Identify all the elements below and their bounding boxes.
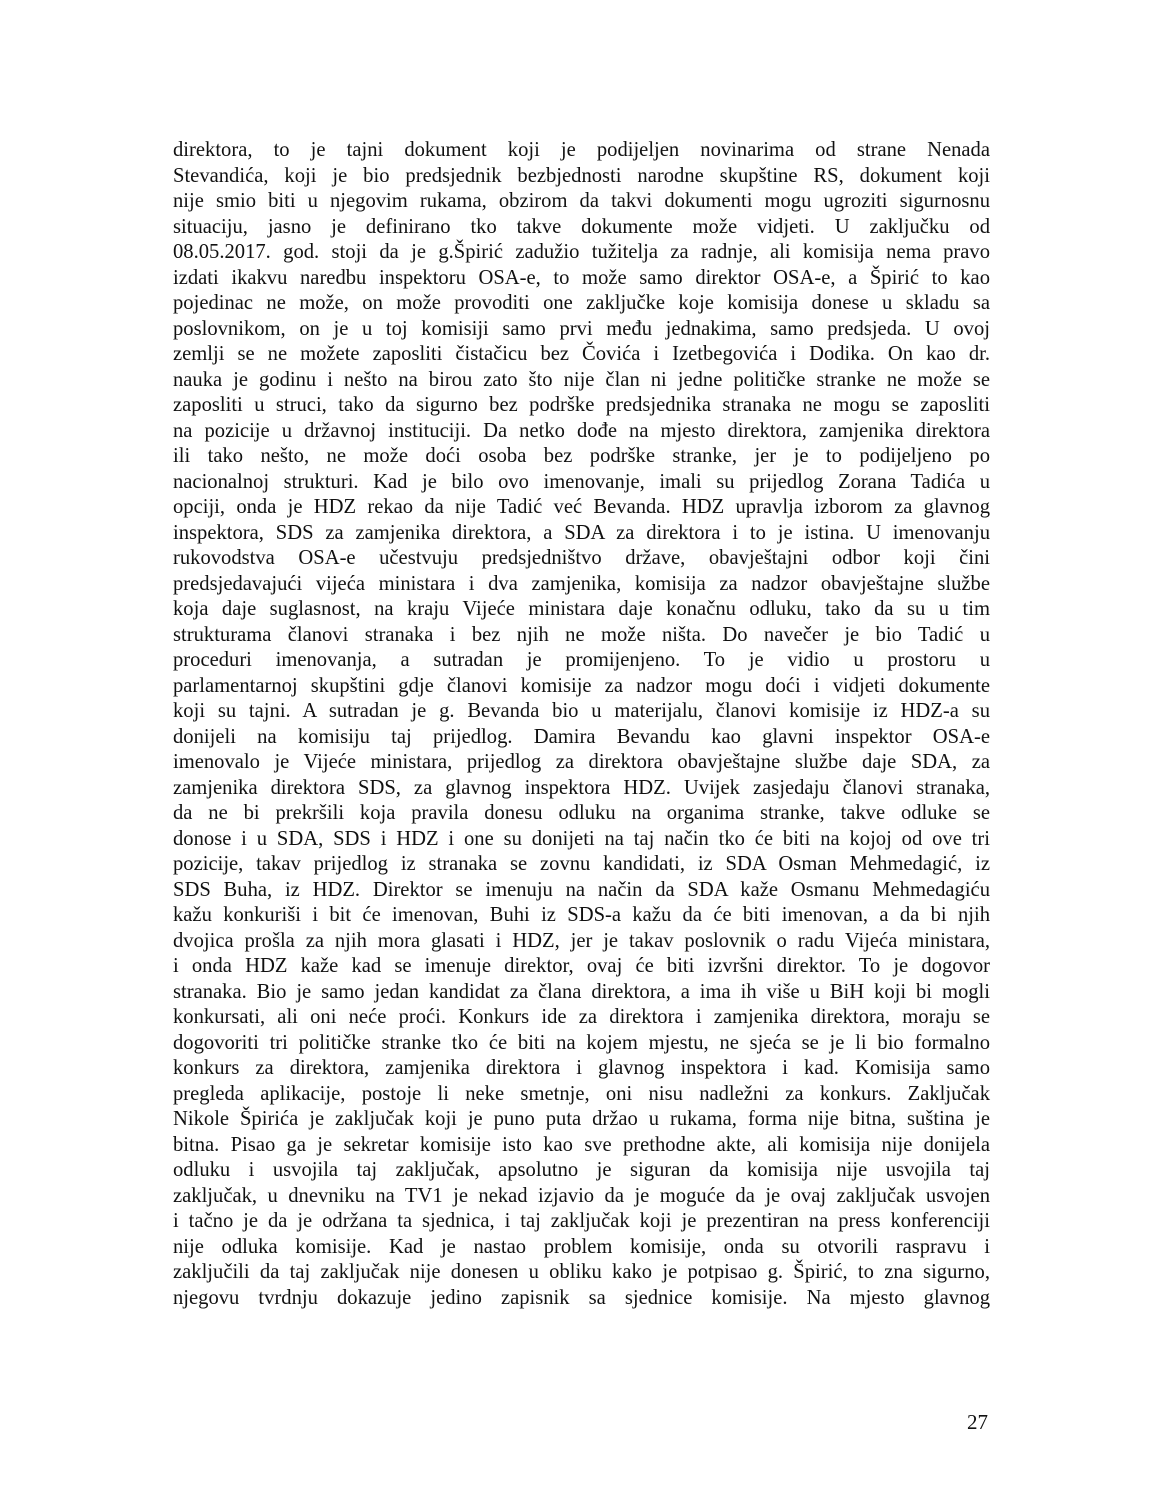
- text-line-32: dvojica prošla za njih mora glasati i HDZ, jer je takav poslovnik o radu Vijeća ministara,: [173, 929, 990, 952]
- text-line-45: zaključili da taj zaključak nije donesen u obliku kako je potpisao g. Špirić, to zna sigurno,: [173, 1261, 990, 1283]
- text-line-44: nije odluka komisije. Kad je nastao problem komisije, onda su otvorili raspravu i: [173, 1235, 990, 1258]
- text-line-21: proceduri imenovanja, a sutradan je promijenjeno. To je vidio u prostoru u: [173, 649, 990, 671]
- text-line-2: Stevandića, koji je bio predsjednik bezbjednosti narodne skupštine RS, dokument koji: [173, 164, 990, 187]
- text-line-39: Nikole Špirića je zaključak koji je puno puta držao u rukama, forma nije bitna, suština je: [173, 1108, 990, 1130]
- text-line-18: predsjedavajući vijeća ministara i dva zamjenika, komisija za nadzor obavještajne službe: [173, 572, 990, 595]
- text-line-8: poslovnikom, on je u toj komisiji samo prvi među jednakima, samo predsjeda. U ovoj: [173, 317, 990, 340]
- text-line-33: i onda HDZ kaže kad se imenuje direktor, ovaj će biti izvršni direktor. To je dogovor: [173, 955, 990, 977]
- text-line-29: pozicije, takav prijedlog iz stranaka se zovnu kandidati, iz SDA Osman Mehmedagić, iz: [173, 853, 990, 875]
- text-line-37: konkurs za direktora, zamjenika direktora i glavnog inspektora i kad. Komisija samo: [173, 1057, 990, 1079]
- text-line-34: stranaka. Bio je samo jedan kandidat za člana direktora, a ima ih više u BiH koji bi mogli: [173, 980, 990, 1003]
- text-line-13: ili tako nešto, ne može doći osoba bez podrške stranke, jer je to podijeljeno po: [173, 445, 990, 467]
- text-line-6: izdati ikakvu naredbu inspektoru OSA-e, to može samo direktor OSA-e, a Špirić to kao: [173, 266, 990, 289]
- text-line-42: zaključak, u dnevniku na TV1 je nekad izjavio da je moguće da je ovaj zaključak usvojen: [173, 1184, 990, 1207]
- text-line-17: rukovodstva OSA-e učestvuju predsjedništvo države, obavještajni odbor koji čini: [173, 547, 990, 569]
- body-text: [173, 138, 990, 1311]
- text-line-7: pojedinac ne može, on može provoditi one zaključke koje komisija donese u skladu sa: [173, 292, 990, 314]
- text-line-41: odluku i usvojila taj zaključak, apsolutno je siguran da komisija nije usvojila taj: [173, 1159, 990, 1181]
- text-line-23: koji su tajni. A sutradan je g. Bevanda bio u materijalu, članovi komisije iz HDZ-a su: [173, 700, 990, 722]
- text-line-10: nauka je godinu i nešto na birou zato što nije član ni jedne političke stranke ne može se: [173, 368, 990, 391]
- text-line-30: SDS Buha, iz HDZ. Direktor se imenuju na način da SDA kaže Osmanu Mehmedagiću: [173, 878, 990, 901]
- text-line-19: koja daje suglasnost, na kraju Vijeće ministara daje konačnu odluku, tako da su u tim: [173, 598, 990, 620]
- text-line-16: inspektora, SDS za zamjenika direktora, a SDA za direktora i to je istina. U imenovanju: [173, 521, 990, 544]
- text-line-15: opciji, onda je HDZ rekao da nije Tadić već Bevanda. HDZ upravlja izborom za glavnog: [173, 496, 990, 518]
- text-line-22: parlamentarnoj skupštini gdje članovi komisije za nadzor mogu doći i vidjeti dokumente: [173, 674, 990, 697]
- text-line-1: direktora, to je tajni dokument koji je podijeljen novinarima od strane Nenada: [173, 139, 990, 161]
- text-line-28: donose i u SDA, SDS i HDZ i one su donijeti na taj način tko će biti na kojoj od ove tri: [173, 827, 990, 850]
- text-line-27: da ne bi prekršili koja pravila donesu odluku na organima stranke, takve odluke se: [173, 802, 990, 824]
- text-line-26: zamjenika direktora SDS, za glavnog inspektora HDZ. Uvijek zasjedaju članovi stranaka,: [173, 776, 990, 799]
- text-line-3: nije smio biti u njegovim rukama, obzirom da takvi dokumenti mogu ugroziti sigurnosnu: [173, 190, 990, 212]
- text-line-20: strukturama članovi stranaka i bez njih ne može ništa. Do navečer je bio Tadić u: [173, 623, 990, 646]
- text-line-38: pregleda aplikacije, postoje li neke smetnje, oni nisu nadležni za konkurs. Zaključak: [173, 1082, 990, 1105]
- text-line-14: nacionalnoj strukturi. Kad je bilo ovo imenovanje, imali su prijedlog Zorana Tadića u: [173, 470, 990, 493]
- text-line-5: 08.05.2017. god. stoji da je g.Špirić zadužio tužitelja za radnje, ali komisija nema pravo: [173, 241, 990, 263]
- text-line-31: kažu konkuriši i bit će imenovan, Buhi iz SDS-a kažu da će biti imenovan, a da bi njih: [173, 904, 990, 926]
- page-number: 27: [967, 1410, 988, 1434]
- text-line-35: konkursati, ali oni neće proći. Konkurs ide za direktora i zamjenika direktora, moraju se: [173, 1006, 990, 1028]
- text-line-4: situaciju, jasno je definirano tko takve dokumente može vidjeti. U zaključku od: [173, 215, 990, 238]
- text-line-46: njegovu tvrdnju dokazuje jedino zapisnik sa sjednice komisije. Na mjesto glavnog: [173, 1286, 990, 1309]
- text-line-12: na pozicije u državnoj instituciji. Da netko dođe na mjesto direktora, zamjenika direktora: [173, 419, 990, 442]
- text-line-24: donijeli na komisiju taj prijedlog. Damira Bevandu kao glavni inspektor OSA-e: [173, 725, 990, 748]
- text-line-25: imenovalo je Vijeće ministara, prijedlog za direktora obavještajne službe daje SDA, za: [173, 751, 990, 773]
- text-line-40: bitna. Pisao ga je sekretar komisije isto kao sve prethodne akte, ali komisija nije donijela: [173, 1133, 990, 1156]
- text-line-36: dogovoriti tri političke stranke tko će biti na kojem mjestu, ne sjeća se je li bio formalno: [173, 1031, 990, 1054]
- text-line-9: zemlji se ne možete zaposliti čistačicu bez Čovića i Izetbegovića i Dodika. On kao dr.: [173, 343, 990, 365]
- text-line-43: i tačno je da je održana ta sjednica, i taj zaključak koji je prezentiran na press konferenciji: [173, 1210, 990, 1232]
- text-line-11: zaposliti u struci, tako da sigurno bez podrške predsjednika stranaka ne mogu se zaposliti: [173, 394, 990, 416]
